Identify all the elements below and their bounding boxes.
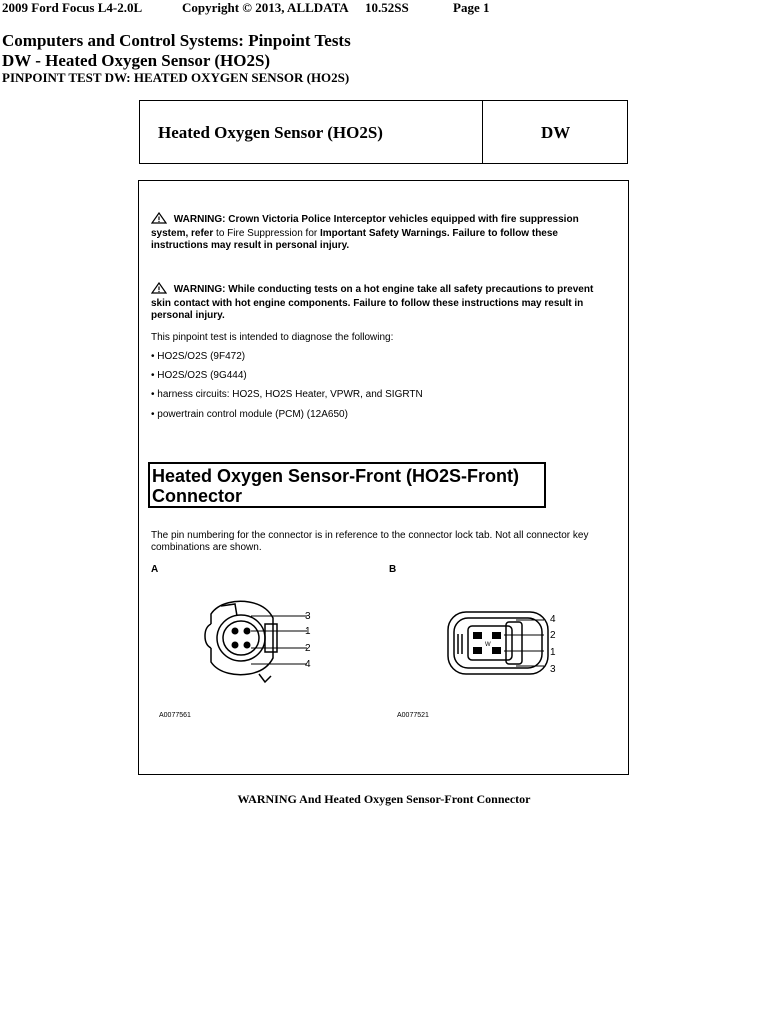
bullet-item: • powertrain control module (PCM) (12A650) (151, 409, 348, 420)
warning-triangle-icon (151, 212, 171, 228)
connector-b-code: A0077521 (397, 712, 429, 719)
connector-a-pin: 1 (305, 626, 311, 637)
title-box-divider (482, 101, 483, 163)
connector-a-code: A0077561 (159, 712, 191, 719)
title-box-code: DW (541, 123, 571, 142)
svg-text:W: W (485, 642, 491, 648)
connector-a-pin: 4 (305, 659, 311, 670)
connector-b-diagram (444, 596, 564, 688)
connector-heading: Heated Oxygen Sensor-Front (HO2S-Front) Connector (148, 462, 546, 508)
header-version: 10.52SS (365, 0, 409, 15)
connector-b-label: B (389, 564, 397, 575)
warning-fire-suppression (151, 212, 616, 252)
test-title-box (139, 100, 628, 164)
header-copyright: Copyright © 2013, ALLDATA (182, 0, 349, 15)
pin-numbering-note: The pin numbering for the connector is in reference to the connector lock tab. Not all connector key combinations are shown. (151, 530, 589, 553)
warning-2-text: WARNING: While conducting tests on a hot engine take all safety precautions to prevent skin contact with hot engine components. Failure to follow these instructions may result in personal injury. (151, 284, 594, 321)
section-title: Computers and Control Systems: Pinpoint Tests (2, 31, 351, 50)
header-vehicle: 2009 Ford Focus L4-2.0L (2, 0, 143, 15)
test-title: DW - Heated Oxygen Sensor (HO2S) (2, 51, 271, 70)
connector-b-pin: 1 (550, 647, 556, 658)
title-box-name: Heated Oxygen Sensor (HO2S) (158, 123, 383, 142)
warning-triangle-icon (151, 282, 171, 298)
warning-hot-engine (151, 282, 616, 322)
bullet-item: • HO2S/O2S (9F472) (151, 351, 246, 362)
connector-a-diagram (199, 596, 329, 688)
intro-text: This pinpoint test is intended to diagnose the following: (151, 332, 394, 343)
bullet-item: • harness circuits: HO2S, HO2S Heater, VPWR, and SIGRTN (151, 389, 423, 400)
warning-1-lead: WARNING: Crown Victoria Police Interceptor vehicles equipped with fire suppression system, refer (151, 214, 579, 239)
connector-b-pin: 4 (550, 614, 556, 625)
connector-a-label: A (151, 564, 159, 575)
bullet-item: • HO2S/O2S (9G444) (151, 370, 247, 381)
figure-caption: WARNING And Heated Oxygen Sensor-Front Connector (237, 792, 531, 806)
fire-suppression-link[interactable]: to Fire Suppression for (216, 228, 318, 239)
connector-a-pin: 2 (305, 643, 311, 654)
warning-1-tail: Important Safety Warnings. Failure to follow these instructions may result in personal injury. (151, 228, 558, 251)
connector-b-pin: 3 (550, 664, 556, 675)
test-subtitle: PINPOINT TEST DW: HEATED OXYGEN SENSOR (HO2S) (2, 70, 350, 85)
header-page: Page 1 (453, 0, 490, 15)
connector-a-pin: 3 (305, 611, 311, 622)
test-content-panel (138, 180, 629, 775)
connector-b-pin: 2 (550, 630, 556, 641)
